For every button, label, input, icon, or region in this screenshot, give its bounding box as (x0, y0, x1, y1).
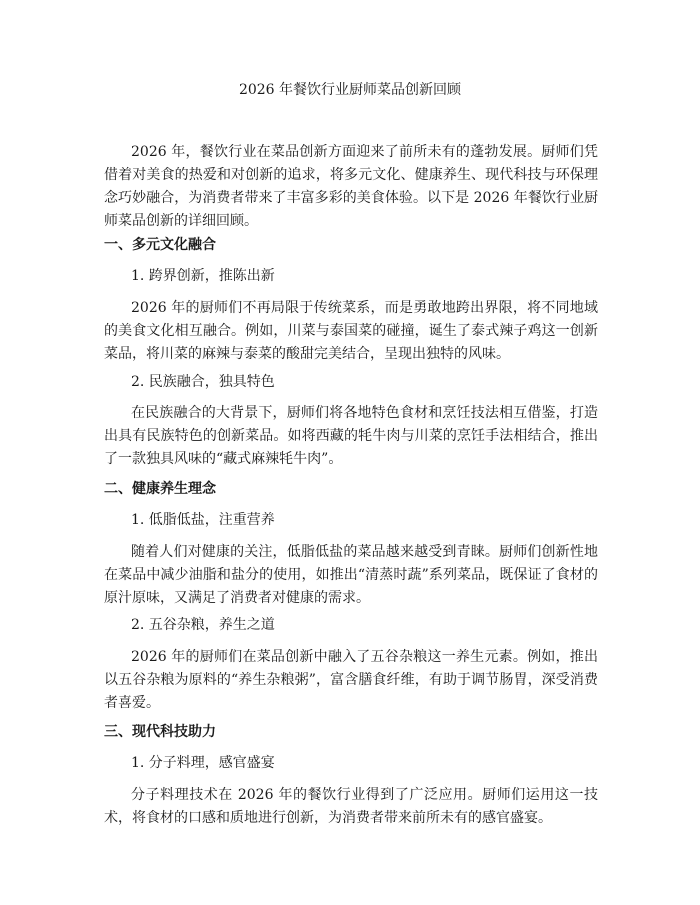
subheading-molecular: 1. 分子料理，感官盛宴 (131, 755, 275, 771)
intro-paragraph: 2026 年，餐饮行业在菜品创新方面迎来了前所未有的蓬勃发展。厨师们凭借着对美食的热爱和对创新的追求，将多元文化、健康养生、现代科技与环保理念巧妙融合，为消费者带来了丰富多彩的美食体验。以下是 2026 年餐饮行业厨师菜品创新的详细回顾。 (104, 144, 598, 229)
paragraph-molecular: 分子料理技术在 2026 年的餐饮行业得到了广泛应用。厨师们运用这一技术，将食材的口感和质地进行创新，为消费者带来前所未有的感官盛宴。 (104, 787, 598, 826)
section-heading-culture: 一、多元文化融合 (104, 237, 216, 253)
subheading-grains: 2. 五谷杂粮，养生之道 (131, 617, 275, 633)
subheading-low-fat: 1. 低脂低盐，注重营养 (131, 512, 275, 528)
paragraph-low-fat: 随着人们对健康的关注，低脂低盐的菜品越来越受到青睐。厨师们创新性地在菜品中减少油脂和盐分的使用，如推出“清蒸时蔬”系列菜品，既保证了食材的原汁原味，又满足了消费者对健康的需求。 (104, 544, 598, 606)
section-heading-technology: 三、现代科技助力 (104, 724, 216, 740)
paragraph-grains: 2026 年的厨师们在菜品创新中融入了五谷杂粮这一养生元素。例如，推出以五谷杂粮为原料的“养生杂粮粥”，富含膳食纤维，有助于调节肠胃，深受消费者喜爱。 (104, 649, 598, 711)
paragraph-crossover: 2026 年的厨师们不再局限于传统菜系，而是勇敢地跨出界限，将不同地域的美食文化相互融合。例如，川菜与泰国菜的碰撞，诞生了泰式辣子鸡这一创新菜品，将川菜的麻辣与泰菜的酸甜完美结合，呈现出独特的风味。 (104, 300, 598, 362)
paragraph-ethnic: 在民族融合的大背景下，厨师们将各地特色食材和烹饪技法相互借鉴，打造出具有民族特色的创新菜品。如将西藏的牦牛肉与川菜的烹饪手法相结合，推出了一款独具风味的“藏式麻辣牦牛肉”。 (104, 405, 598, 467)
section-heading-health: 二、健康养生理念 (104, 481, 216, 497)
subheading-crossover: 1. 跨界创新，推陈出新 (131, 268, 275, 284)
subheading-ethnic: 2. 民族融合，独具特色 (131, 374, 275, 390)
document-title: 2026 年餐饮行业厨师菜品创新回顾 (238, 82, 462, 98)
